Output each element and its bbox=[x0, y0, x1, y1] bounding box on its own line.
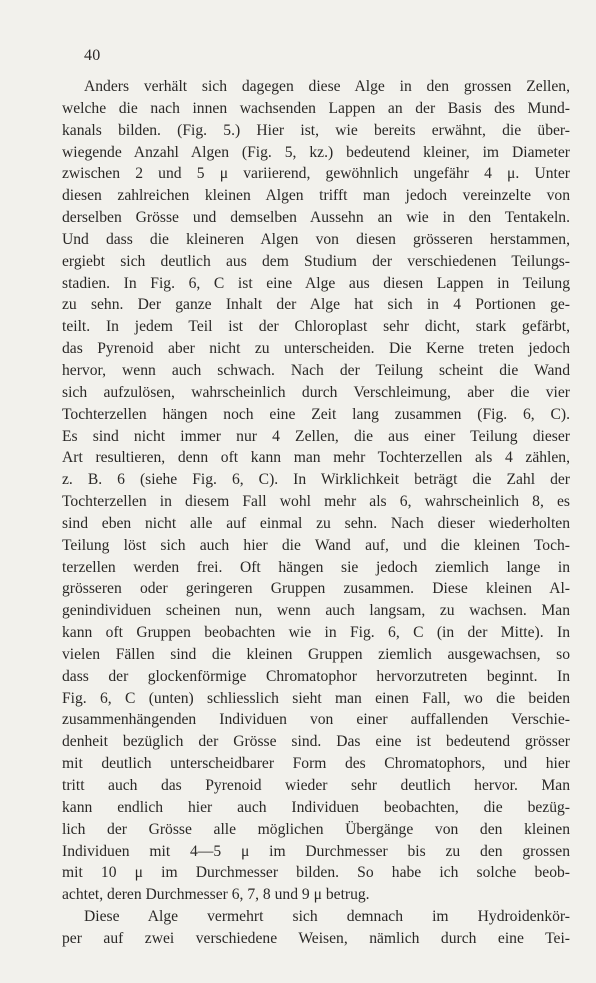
text-line: denheit bezüglich der Grösse sind. Das eine ist bedeutend grösser bbox=[62, 733, 570, 751]
text-line: sich aufzulösen, wahrscheinlich durch Verschleimung, aber die vier bbox=[62, 383, 570, 401]
text-line: welche die nach innen wachsenden Lappen an der Basis des Mund- bbox=[62, 99, 570, 117]
text-line: achtet, deren Durchmesser 6, 7, 8 und 9 μ betrug. bbox=[62, 886, 370, 904]
text-line: zu sehn. Der ganze Inhalt der Alge hat sich in 4 Portionen ge- bbox=[62, 296, 570, 314]
text-line: Teilung löst sich auch hier die Wand auf, und die kleinen Toch- bbox=[62, 536, 570, 554]
page-number: 40 bbox=[84, 47, 101, 64]
text-line: Art resultieren, denn oft kann man mehr Tochterzellen als 4 zählen, bbox=[62, 449, 570, 467]
text-line: hervor, wenn auch schwach. Nach der Teilung scheint die Wand bbox=[62, 361, 570, 379]
text-line: sind eben nicht alle auf einmal zu sehn. Nach dieser wiederholten bbox=[62, 514, 570, 532]
text-line: zusammenhängenden Individuen von einer auffallenden Verschie- bbox=[62, 711, 570, 729]
text-line: kann oft Gruppen beobachten wie in Fig. 6, C (in der Mitte). In bbox=[62, 624, 570, 642]
text-line: das Pyrenoid aber nicht zu unterscheiden. Die Kerne treten jedoch bbox=[62, 340, 570, 358]
text-line: Tochterzellen hängen noch eine Zeit lang zusammen (Fig. 6, C). bbox=[62, 405, 570, 423]
text-line: Diese Alge vermehrt sich demnach im Hydroidenkör- bbox=[84, 908, 570, 926]
text-line: mit 10 μ im Durchmesser bilden. So habe ich solche beob- bbox=[62, 864, 570, 882]
text-line: wiegende Anzahl Algen (Fig. 5, kz.) bedeutend kleiner, im Diameter bbox=[62, 143, 570, 161]
text-line: mit deutlich unterscheidbarer Form des Chromatophors, und hier bbox=[62, 755, 570, 773]
body-text bbox=[62, 76, 570, 950]
text-line: diesen zahlreichen kleinen Algen trifft man jedoch vereinzelte von bbox=[62, 187, 570, 205]
text-line: lich der Grösse alle möglichen Übergänge von den kleinen bbox=[62, 820, 570, 838]
text-line: kann endlich hier auch Individuen beobachten, die bezüg- bbox=[62, 798, 570, 816]
text-line: kanals bilden. (Fig. 5.) Hier ist, wie bereits erwähnt, die über- bbox=[62, 121, 570, 139]
text-line: ergiebt sich deutlich aus dem Studium der verschiedenen Teilungs- bbox=[62, 252, 570, 270]
text-line: per auf zwei verschiedene Weisen, nämlich durch eine Tei- bbox=[62, 929, 570, 947]
text-line: Es sind nicht immer nur 4 Zellen, die aus einer Teilung dieser bbox=[62, 427, 570, 445]
text-line: terzellen werden frei. Oft hängen sie jedoch ziemlich lange in bbox=[62, 558, 570, 576]
text-line: Und dass die kleineren Algen von diesen grösseren herstammen, bbox=[62, 230, 570, 248]
text-line: zwischen 2 und 5 μ variierend, gewöhnlich ungefähr 4 μ. Unter bbox=[62, 165, 570, 183]
text-line: Individuen mit 4—5 μ im Durchmesser bis zu den grossen bbox=[62, 842, 570, 860]
text-line: Anders verhält sich dagegen diese Alge in den grossen Zellen, bbox=[84, 78, 570, 95]
text-line: Fig. 6, C (unten) schliesslich sieht man einen Fall, wo die beiden bbox=[62, 689, 570, 707]
text-line: dass der glockenförmige Chromatophor hervorzutreten beginnt. In bbox=[62, 667, 570, 685]
text-line: genindividuen scheinen nun, wenn auch langsam, zu wachsen. Man bbox=[62, 602, 570, 620]
text-line: z. B. 6 (siehe Fig. 6, C). In Wirklichkeit beträgt die Zahl der bbox=[62, 471, 570, 489]
text-line: Tochterzellen in diesem Fall wohl mehr als 6, wahrscheinlich 8, es bbox=[62, 493, 570, 511]
text-line: derselben Grösse und demselben Aussehn an wie in den Tentakeln. bbox=[62, 209, 570, 227]
text-line: tritt auch das Pyrenoid wieder sehr deutlich hervor. Man bbox=[62, 777, 570, 794]
text-line: vielen Fällen sind die kleinen Gruppen ziemlich ausgewachsen, so bbox=[62, 645, 570, 663]
text-line: stadien. In Fig. 6, C ist eine Alge aus diesen Lappen in Teilung bbox=[62, 274, 570, 292]
text-line: grösseren oder geringeren Gruppen zusammen. Diese kleinen Al- bbox=[62, 580, 570, 598]
text-line: teilt. In jedem Teil ist der Chloroplast sehr dicht, stark gefärbt, bbox=[62, 318, 570, 336]
